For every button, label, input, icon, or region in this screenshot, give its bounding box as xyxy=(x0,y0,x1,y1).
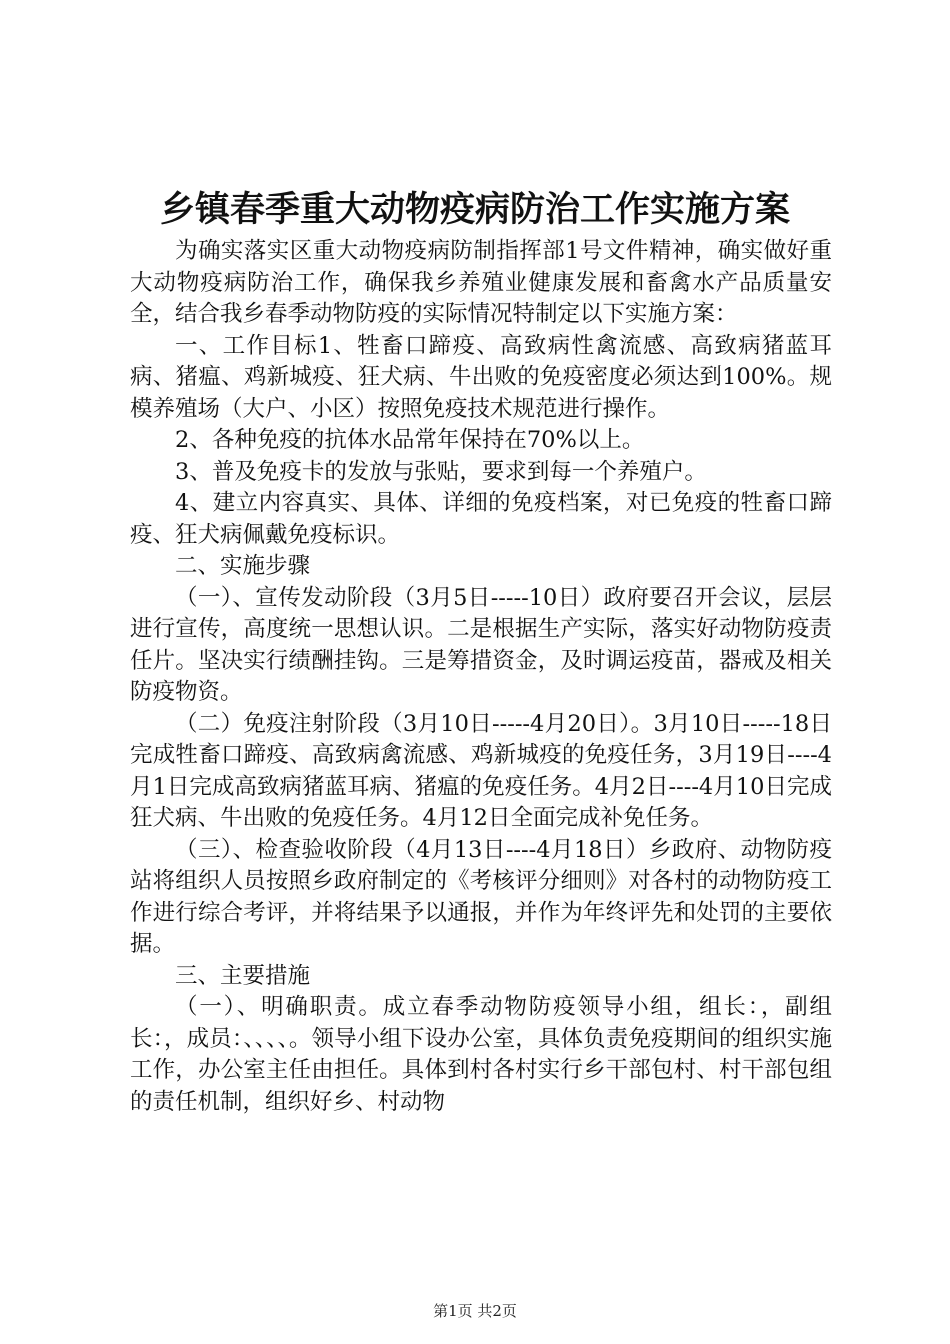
paragraph-goal-1: 一、工作目标1、牲畜口蹄疫、高致病性禽流感、高致病猪蓝耳病、猪瘟、鸡新城疫、狂犬病、牛出败的免疫密度必须达到100%。规模养殖场（大户、小区）按照免疫技术规范进行操作。 xyxy=(130,332,832,422)
paragraph-measure-1: （一）、明确职责。成立春季动物防疫领导小组，组长：，副组长：，成员：、、、、。领导小组下设办公室，具体负责免疫期间的组织实施工作，办公室主任由担任。具体到村各村实行乡干部包村、村干部包组的责任机制，组织好乡、村动物 xyxy=(130,994,832,1115)
paragraph-step-3: （三）、检查验收阶段（4月13日----4月18日）乡政府、动物防疫站将组织人员按照乡政府制定的《考核评分细则》对各村的动物防疫工作进行综合考评，并将结果予以通报，并作为年终评先和处罚的主要依据。 xyxy=(130,836,832,957)
section-heading-steps: 二、实施步骤 xyxy=(175,553,311,579)
paragraph-goal-4: 4、建立内容真实、具体、详细的免疫档案，对已免疫的牲畜口蹄疫、狂犬病佩戴免疫标识。 xyxy=(130,490,832,548)
paragraph-goal-3: 3、普及免疫卡的发放与张贴，要求到每一个养殖户。 xyxy=(175,458,707,485)
page-footer: 第1页 共2页 xyxy=(433,1302,517,1320)
paragraph-step-2: （二）免疫注射阶段（3月10日-----4月20日）。3月10日-----18日完成牲畜口蹄疫、高致病禽流感、鸡新城疫的免疫任务，3月19日----4月1日完成高致病猪蓝耳病、猪瘟的免疫任务。4月2日----4月10日完成狂犬病、牛出败的免疫任务。4月12日全面完成补免任务。 xyxy=(130,710,832,831)
document-title: 乡镇春季重大动物疫病防治工作实施方案 xyxy=(159,189,790,230)
paragraph-step-1: （一）、宣传发动阶段（3月5日-----10日）政府要召开会议，层层进行宣传，高度统一思想认识。二是根据生产实际，落实好动物防疫责任片。坚决实行绩酬挂钩。三是筹措资金，及时调运疫苗，器戒及相关防疫物资。 xyxy=(130,584,832,705)
paragraph-intro: 为确实落实区重大动物疫病防制指挥部1号文件精神，确实做好重大动物疫病防治工作，确保我乡养殖业健康发展和畜禽水产品质量安全，结合我乡春季动物防疫的实际情况特制定以下实施方案： xyxy=(130,238,832,327)
document-body xyxy=(130,236,832,1118)
section-heading-measures: 三、主要措施 xyxy=(175,962,311,989)
paragraph-goal-2: 2、各种免疫的抗体水品常年保持在70%以上。 xyxy=(175,427,645,453)
